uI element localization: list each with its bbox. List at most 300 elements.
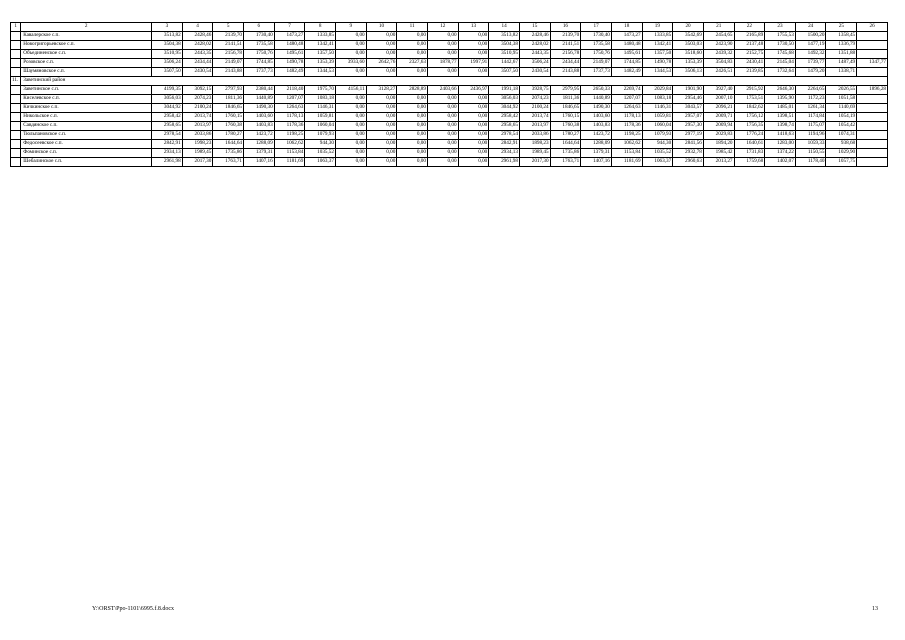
value-cell: 1063,37 [305, 157, 336, 166]
tariff-table [10, 22, 888, 167]
header-cell: 13 [458, 23, 489, 32]
value-cell: 3510,95 [489, 49, 520, 58]
header-cell: 24 [795, 23, 826, 32]
value-cell: 1029,90 [826, 148, 857, 157]
value-cell: 3504,38 [152, 40, 183, 49]
value-cell: 1998,23 [182, 139, 213, 148]
value-cell: 0,00 [366, 31, 397, 40]
value-cell: 0,00 [427, 112, 458, 121]
value-cell: 1083,18 [642, 94, 673, 103]
value-cell: 0,00 [335, 49, 366, 58]
value-cell: 0,00 [427, 121, 458, 130]
value-cell: 2932,78 [673, 148, 704, 157]
value-cell: 2958,65 [489, 121, 520, 130]
value-cell: 1898,23 [519, 139, 550, 148]
row-number-cell [11, 85, 21, 94]
header-cell: 19 [642, 23, 673, 32]
value-cell: 944,30 [305, 139, 336, 148]
value-cell: 0,00 [335, 103, 366, 112]
value-cell: 1732,64 [765, 67, 796, 76]
value-cell: 1407,16 [581, 157, 612, 166]
value-cell: 2934,13 [152, 148, 183, 157]
value-cell: 0,00 [458, 94, 489, 103]
value-cell: 1989,45 [519, 148, 550, 157]
settlement-name: Шебалинское с.п. [21, 157, 152, 166]
value-cell: 0,00 [397, 121, 428, 130]
value-cell: 0,00 [427, 148, 458, 157]
value-cell [857, 130, 888, 139]
page-number: 13 [872, 606, 878, 612]
value-cell: 1846,65 [550, 103, 581, 112]
value-cell: 1146,31 [642, 103, 673, 112]
footer-file-path: Y:\ORST\Ppo-1101\6995.f.8.docx [92, 606, 175, 612]
header-cell: 4 [182, 23, 213, 32]
value-cell: 0,00 [397, 67, 428, 76]
value-cell: 0,00 [397, 130, 428, 139]
header-cell: 16 [550, 23, 581, 32]
value-cell: 0,00 [458, 31, 489, 40]
table-row [11, 58, 888, 67]
value-cell: 1730,40 [581, 31, 612, 40]
value-cell: 2958,42 [489, 112, 520, 121]
value-cell: 2428,46 [182, 31, 213, 40]
value-cell: 2978,54 [152, 130, 183, 139]
value-cell [857, 40, 888, 49]
row-number-cell [11, 103, 21, 112]
value-cell: 1760,38 [550, 121, 581, 130]
table-row [11, 148, 888, 157]
row-number-cell [11, 58, 21, 67]
value-cell [857, 31, 888, 40]
header-cell: 10 [366, 23, 397, 32]
header-cell: 5 [213, 23, 244, 32]
settlement-name: Новогригорьевское с.п. [21, 40, 152, 49]
value-cell: 1351,88 [826, 49, 857, 58]
value-cell: 0,00 [427, 130, 458, 139]
value-cell: 2013,27 [703, 157, 734, 166]
table-body [11, 23, 888, 167]
table-row [11, 31, 888, 40]
value-cell: 0,00 [427, 49, 458, 58]
value-cell: 1842,62 [734, 103, 765, 112]
value-cell: 1737,73 [244, 67, 275, 76]
value-cell: 1344,53 [305, 67, 336, 76]
value-cell: 1780,27 [213, 130, 244, 139]
value-cell: 1175,07 [795, 121, 826, 130]
value-cell: 0,00 [335, 40, 366, 49]
value-cell: 1750,76 [581, 49, 612, 58]
value-cell: 1760,15 [550, 112, 581, 121]
value-cell: 1737,73 [581, 67, 612, 76]
value-cell: 1894,20 [703, 139, 734, 148]
value-cell: 4156,11 [335, 85, 366, 94]
value-cell: 2428,02 [182, 40, 213, 49]
value-cell: 1035,52 [642, 148, 673, 157]
value-cell: 1735,86 [550, 148, 581, 157]
value-cell: 2828,89 [397, 85, 428, 94]
value-cell: 2013,97 [519, 121, 550, 130]
value-cell: 1480,48 [274, 40, 305, 49]
value-cell: 1288,09 [581, 139, 612, 148]
value-cell: 1878,77 [427, 58, 458, 67]
value-cell: 1440,89 [581, 94, 612, 103]
header-cell: 3 [152, 23, 183, 32]
value-cell: 3933,60 [335, 58, 366, 67]
value-cell [857, 94, 888, 103]
value-cell: 2013,74 [182, 112, 213, 121]
value-cell: 1744,85 [244, 58, 275, 67]
value-cell: 0,00 [335, 157, 366, 166]
value-cell: 2096,21 [703, 103, 734, 112]
value-cell: 1985,42 [703, 148, 734, 157]
value-cell: 1473,27 [274, 31, 305, 40]
row-number-cell [11, 67, 21, 76]
value-cell: 2149,07 [581, 58, 612, 67]
value-cell: 1178,36 [274, 121, 305, 130]
value-cell: 2650,33 [581, 85, 612, 94]
value-cell: 0,00 [397, 139, 428, 148]
value-cell: 944,30 [642, 139, 673, 148]
value-cell: 1744,85 [611, 58, 642, 67]
value-cell: 3510,95 [152, 49, 183, 58]
row-number-cell [11, 49, 21, 58]
value-cell: 1490,78 [274, 58, 305, 67]
value-cell: 2026,55 [826, 85, 857, 94]
value-cell: 2141,51 [213, 40, 244, 49]
value-cell: 1395,90 [765, 94, 796, 103]
value-cell: 0,00 [335, 121, 366, 130]
value-cell: 1333,85 [642, 31, 673, 40]
settlement-name: Кавалерское с.п. [21, 31, 152, 40]
value-cell: 2961,98 [152, 157, 183, 166]
value-cell: 2269,74 [611, 85, 642, 94]
region-title: Заветинский район [21, 76, 888, 85]
value-cell: 2100,24 [182, 103, 213, 112]
value-cell: 1776,24 [734, 130, 765, 139]
value-cell: 0,00 [366, 139, 397, 148]
value-cell: 0,00 [427, 40, 458, 49]
settlement-name: Заветинское с.п. [21, 85, 152, 94]
value-cell: 1283,00 [765, 139, 796, 148]
value-cell: 2430,41 [734, 58, 765, 67]
value-cell: 3056,03 [152, 94, 183, 103]
value-cell: 1264,63 [274, 103, 305, 112]
value-cell: 2139,70 [213, 31, 244, 40]
value-cell [857, 139, 888, 148]
value-cell: 3056,03 [489, 94, 520, 103]
value-cell: 0,00 [427, 94, 458, 103]
value-cell: 0,00 [397, 49, 428, 58]
value-cell: 0,00 [335, 139, 366, 148]
row-number-cell [11, 130, 21, 139]
value-cell: 1059,81 [305, 112, 336, 121]
value-cell: 1172,23 [795, 94, 826, 103]
value-cell: 1735,58 [244, 40, 275, 49]
value-cell: 1379,31 [581, 148, 612, 157]
value-cell: 2434,44 [182, 58, 213, 67]
value-cell: 1035,52 [305, 148, 336, 157]
table-row [11, 49, 888, 58]
value-cell: 1347,77 [857, 58, 888, 67]
header-cell: 12 [427, 23, 458, 32]
value-cell: 1480,48 [611, 40, 642, 49]
value-cell: 0,00 [366, 40, 397, 49]
value-cell: 1759,68 [734, 157, 765, 166]
header-cell: 11 [397, 23, 428, 32]
value-cell: 1473,27 [611, 31, 642, 40]
value-cell: 1264,63 [611, 103, 642, 112]
header-cell: 15 [519, 23, 550, 32]
value-cell: 0,00 [366, 121, 397, 130]
value-cell: 3044,92 [489, 103, 520, 112]
value-cell: 1398,74 [765, 121, 796, 130]
value-cell: 1357,50 [305, 49, 336, 58]
value-cell: 1500,20 [795, 31, 826, 40]
value-cell: 1739,77 [795, 58, 826, 67]
value-cell [857, 112, 888, 121]
value-cell: 2428,46 [519, 31, 550, 40]
value-cell: 3927,40 [703, 85, 734, 94]
value-cell: 0,00 [458, 112, 489, 121]
value-cell: 1353,39 [305, 58, 336, 67]
settlement-name: Кичкинское с.п. [21, 103, 152, 112]
value-cell: 2013,97 [182, 121, 213, 130]
value-cell: 1288,09 [244, 139, 275, 148]
value-cell: 3542,69 [673, 31, 704, 40]
value-cell: 0,00 [397, 112, 428, 121]
header-cell: 26 [857, 23, 888, 32]
value-cell: 2434,44 [550, 58, 581, 67]
value-cell: 3506,24 [152, 58, 183, 67]
header-cell: 6 [244, 23, 275, 32]
header-cell: 23 [765, 23, 796, 32]
value-cell: 2013,74 [519, 112, 550, 121]
header-cell: 14 [489, 23, 520, 32]
value-cell: 1901,90 [673, 85, 704, 94]
value-cell: 0,00 [427, 139, 458, 148]
value-cell: 1194,96 [795, 130, 826, 139]
value-cell: 2841,56 [673, 139, 704, 148]
value-cell: 2436,97 [458, 85, 489, 94]
table-row [11, 112, 888, 121]
value-cell: 1140,69 [826, 103, 857, 112]
value-cell: 0,00 [366, 157, 397, 166]
settlement-name: Объединенское с.п. [21, 49, 152, 58]
value-cell: 1811,36 [550, 94, 581, 103]
header-cell: 9 [335, 23, 366, 32]
value-cell: 1760,38 [213, 121, 244, 130]
value-cell: 2954,46 [673, 94, 704, 103]
value-cell: 0,00 [366, 94, 397, 103]
settlement-name: Тюльпановское с.п. [21, 130, 152, 139]
value-cell: 2029,84 [642, 85, 673, 94]
header-row [11, 23, 888, 32]
header-cell: 22 [734, 23, 765, 32]
value-cell: 1150,55 [795, 148, 826, 157]
value-cell: 1763,71 [550, 157, 581, 166]
value-cell [857, 49, 888, 58]
value-cell: 0,00 [458, 130, 489, 139]
value-cell: 1178,13 [274, 112, 305, 121]
value-cell: 2957,30 [673, 121, 704, 130]
value-cell [857, 121, 888, 130]
value-cell: 2100,24 [519, 103, 550, 112]
value-cell: 1207,07 [611, 94, 642, 103]
value-cell: 1261,34 [795, 103, 826, 112]
value-cell: 1495,61 [274, 49, 305, 58]
value-cell: 2137,48 [734, 40, 765, 49]
value-cell: 0,00 [427, 31, 458, 40]
value-cell: 1811,36 [213, 94, 244, 103]
value-cell [857, 67, 888, 76]
table-row [11, 130, 888, 139]
value-cell: 1181,69 [274, 157, 305, 166]
value-cell: 3504,83 [703, 58, 734, 67]
region-header-row [11, 76, 888, 85]
value-cell: 2842,91 [489, 139, 520, 148]
value-cell: 1418,63 [765, 130, 796, 139]
value-cell: 1407,16 [244, 157, 275, 166]
value-cell: 1398,51 [765, 112, 796, 121]
value-cell: 0,00 [335, 67, 366, 76]
value-cell: 1753,51 [734, 94, 765, 103]
value-cell: 0,00 [397, 40, 428, 49]
value-cell: 1353,39 [673, 58, 704, 67]
value-cell: 1079,93 [642, 130, 673, 139]
value-cell: 3513,82 [152, 31, 183, 40]
value-cell: 0,00 [458, 139, 489, 148]
value-cell: 1997,91 [458, 58, 489, 67]
value-cell: 2139,85 [734, 67, 765, 76]
value-cell: 3503,03 [673, 40, 704, 49]
value-cell: 1079,93 [305, 130, 336, 139]
value-cell: 0,00 [366, 148, 397, 157]
value-cell: 1482,49 [611, 67, 642, 76]
value-cell: 2074,23 [182, 94, 213, 103]
value-cell: 0,00 [397, 94, 428, 103]
value-cell: 1735,58 [581, 40, 612, 49]
value-cell: 1054,42 [826, 121, 857, 130]
table-row [11, 94, 888, 103]
header-cell: 7 [274, 23, 305, 32]
value-cell: 2430,54 [519, 67, 550, 76]
value-cell: 1755,53 [765, 31, 796, 40]
value-cell: 1062,62 [274, 139, 305, 148]
value-cell: 2978,54 [489, 130, 520, 139]
value-cell: 1153,84 [274, 148, 305, 157]
value-cell: 0,00 [458, 157, 489, 166]
value-cell: 1644,64 [550, 139, 581, 148]
value-cell: 4199,35 [152, 85, 183, 94]
value-cell: 0,00 [458, 49, 489, 58]
value-cell: 2443,35 [519, 49, 550, 58]
value-cell: 1403,60 [244, 112, 275, 121]
value-cell: 1402,07 [765, 157, 796, 166]
value-cell: 1482,49 [274, 67, 305, 76]
value-cell: 2156,78 [550, 49, 581, 58]
value-cell: 0,00 [427, 103, 458, 112]
value-cell: 0,00 [366, 67, 397, 76]
value-cell: 2033,86 [182, 130, 213, 139]
value-cell: 0,00 [335, 94, 366, 103]
table-row [11, 139, 888, 148]
value-cell: 1640,61 [734, 139, 765, 148]
value-cell: 2428,02 [519, 40, 550, 49]
table-row [11, 103, 888, 112]
value-cell: 1760,15 [213, 112, 244, 121]
value-cell: 1896,28 [857, 85, 888, 94]
value-cell: 2958,42 [152, 112, 183, 121]
row-number-cell [11, 121, 21, 130]
value-cell: 1054,19 [826, 112, 857, 121]
value-cell: 1745,68 [765, 49, 796, 58]
value-cell: 2961,98 [489, 157, 520, 166]
value-cell: 1336,79 [826, 40, 857, 49]
value-cell: 1730,50 [765, 40, 796, 49]
value-cell [857, 157, 888, 166]
value-cell: 0,00 [458, 40, 489, 49]
table-row [11, 67, 888, 76]
value-cell: 2426,51 [703, 67, 734, 76]
value-cell: 1750,76 [244, 49, 275, 58]
value-cell: 2979,95 [550, 85, 581, 94]
value-cell: 1991,18 [489, 85, 520, 94]
settlement-name: Федосеевское с.п. [21, 139, 152, 148]
value-cell: 1423,72 [244, 130, 275, 139]
value-cell: 1477,19 [795, 40, 826, 49]
value-cell: 0,00 [397, 157, 428, 166]
value-cell: 2842,91 [152, 139, 183, 148]
value-cell: 3513,82 [489, 31, 520, 40]
value-cell: 3043,57 [673, 103, 704, 112]
value-cell: 1153,84 [611, 148, 642, 157]
value-cell: 1338,71 [826, 67, 857, 76]
value-cell: 1357,50 [642, 49, 673, 58]
value-cell: 2152,75 [734, 49, 765, 58]
value-cell: 2454,65 [703, 31, 734, 40]
value-cell: 1062,62 [611, 139, 642, 148]
value-cell [857, 103, 888, 112]
value-cell: 1975,70 [305, 85, 336, 94]
value-cell: 3518,60 [673, 49, 704, 58]
row-number-cell [11, 94, 21, 103]
value-cell: 2380,44 [244, 85, 275, 94]
value-cell: 1403,83 [244, 121, 275, 130]
value-cell: 1763,71 [213, 157, 244, 166]
value-cell: 0,00 [366, 103, 397, 112]
value-cell: 1479,20 [795, 67, 826, 76]
value-cell: 1207,07 [274, 94, 305, 103]
header-cell: 8 [305, 23, 336, 32]
value-cell: 2403,66 [427, 85, 458, 94]
value-cell: 1178,36 [611, 121, 642, 130]
value-cell: 1495,61 [611, 49, 642, 58]
table-row [11, 121, 888, 130]
value-cell: 1440,89 [244, 94, 275, 103]
value-cell: 2957,07 [673, 112, 704, 121]
value-cell: 3928,75 [519, 85, 550, 94]
value-cell: 1342,41 [305, 40, 336, 49]
value-cell: 1358,45 [826, 31, 857, 40]
value-cell: 0,00 [397, 31, 428, 40]
table-row [11, 40, 888, 49]
value-cell: 1379,31 [244, 148, 275, 157]
value-cell: 1731,83 [734, 148, 765, 157]
value-cell: 1344,53 [642, 67, 673, 76]
value-cell: 2430,54 [182, 67, 213, 76]
value-cell: 1403,83 [581, 121, 612, 130]
value-cell: 2143,88 [213, 67, 244, 76]
